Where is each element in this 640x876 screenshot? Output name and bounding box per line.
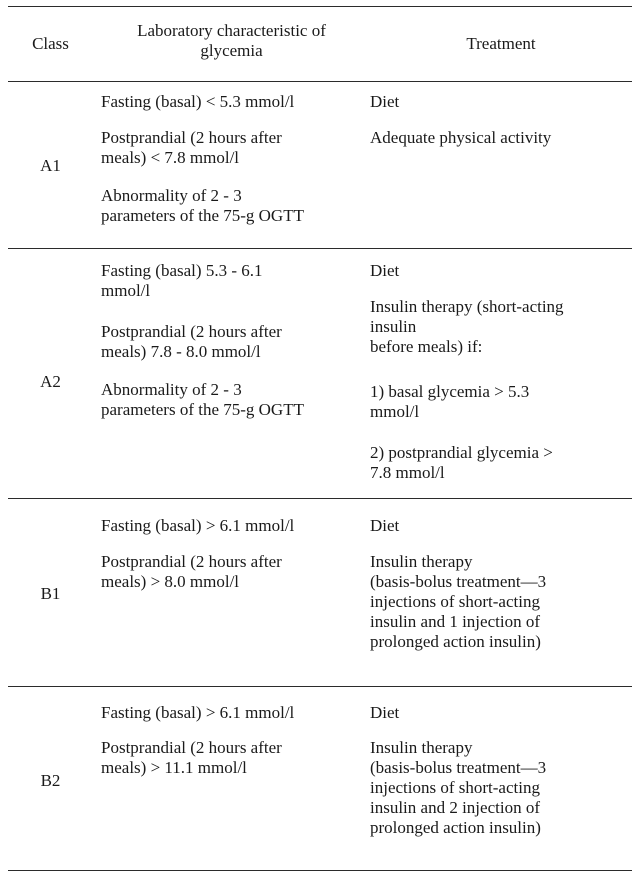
header-lab-line1: Laboratory characteristic of [137,21,326,40]
class-cell-a1: A1 [40,156,61,175]
treatment-a2-diet [370,261,632,281]
text-line: parameters of the 75-g OGTT [101,400,304,419]
treatment-a2-basal [370,382,632,422]
treatment-a1-activity [370,128,632,148]
text-line: Adequate physical activity [370,128,552,147]
text-line: injections of short-acting [370,778,540,797]
treatment-b2-insulin [370,738,632,838]
text-line: prolonged action insulin) [370,818,541,837]
header-lab-line2: glycemia [200,41,263,60]
text-line: (basis-bolus treatment—3 [370,572,547,591]
text-line: Postprandial (2 hours after [101,738,282,757]
header-class: Class [32,34,69,53]
param-a1-abnormality [101,186,371,226]
text-line: Abnormality of 2 - 3 [101,380,242,399]
param-a2-abnormality [101,380,371,420]
treatment-b1-diet [370,516,632,536]
text-line: before meals) if: [370,337,483,356]
param-b1-fasting [101,516,371,536]
text-line: insulin [370,317,417,336]
treatment-a2-insulin [370,297,632,357]
text-line: Fasting (basal) < 5.3 mmol/l [101,92,295,111]
text-line: Postprandial (2 hours after [101,322,282,341]
treatment-a2-postprandial [370,443,632,483]
text-line: mmol/l [101,281,151,300]
text-line: Fasting (basal) > 6.1 mmol/l [101,516,295,535]
class-cell-a2: A2 [40,372,61,391]
row-rule-a2 [8,498,632,499]
text-line: mmol/l [370,402,420,421]
text-line: Fasting (basal) 5.3 - 6.1 [101,261,263,280]
text-line: injections of short-acting [370,592,540,611]
param-a1-fasting [101,92,371,112]
text-line: Postprandial (2 hours after [101,552,282,571]
param-a2-fasting [101,261,371,301]
row-rule-b1 [8,686,632,687]
treatment-b2-diet [370,703,632,723]
param-a1-postprandial [101,128,371,168]
param-a2-postprandial [101,322,371,362]
text-line: Insulin therapy (short-acting [370,297,564,316]
text-line: meals) > 11.1 mmol/l [101,758,247,777]
text-line: Diet [370,92,400,111]
text-line: Insulin therapy [370,552,473,571]
row-rule-a1 [8,248,632,249]
treatment-b1-insulin [370,552,632,652]
text-line: meals) 7.8 - 8.0 mmol/l [101,342,261,361]
text-line: 2) postprandial glycemia > [370,443,553,462]
text-line: Insulin therapy [370,738,473,757]
header-laboratory [93,21,370,61]
text-line: Postprandial (2 hours after [101,128,282,147]
text-line: insulin and 2 injection of [370,798,540,817]
text-line: prolonged action insulin) [370,632,541,651]
class-cell-b2: B2 [40,771,61,790]
header-rule [8,81,632,82]
treatment-a1-diet [370,92,632,112]
text-line: meals) < 7.8 mmol/l [101,148,240,167]
class-cell-b1: B1 [40,584,61,603]
bottom-rule [8,870,632,871]
text-line: Diet [370,703,400,722]
param-b1-postprandial [101,552,371,592]
top-rule [8,6,632,7]
text-line: Fasting (basal) > 6.1 mmol/l [101,703,295,722]
text-line: 7.8 mmol/l [370,463,445,482]
text-line: 1) basal glycemia > 5.3 [370,382,530,401]
text-line: Abnormality of 2 - 3 [101,186,242,205]
param-b2-fasting [101,703,371,723]
text-line: parameters of the 75-g OGTT [101,206,304,225]
header-treatment: Treatment [466,34,536,53]
text-line: Diet [370,261,400,280]
text-line: meals) > 8.0 mmol/l [101,572,240,591]
param-b2-postprandial [101,738,371,778]
text-line: (basis-bolus treatment—3 [370,758,547,777]
text-line: Diet [370,516,400,535]
text-line: insulin and 1 injection of [370,612,540,631]
